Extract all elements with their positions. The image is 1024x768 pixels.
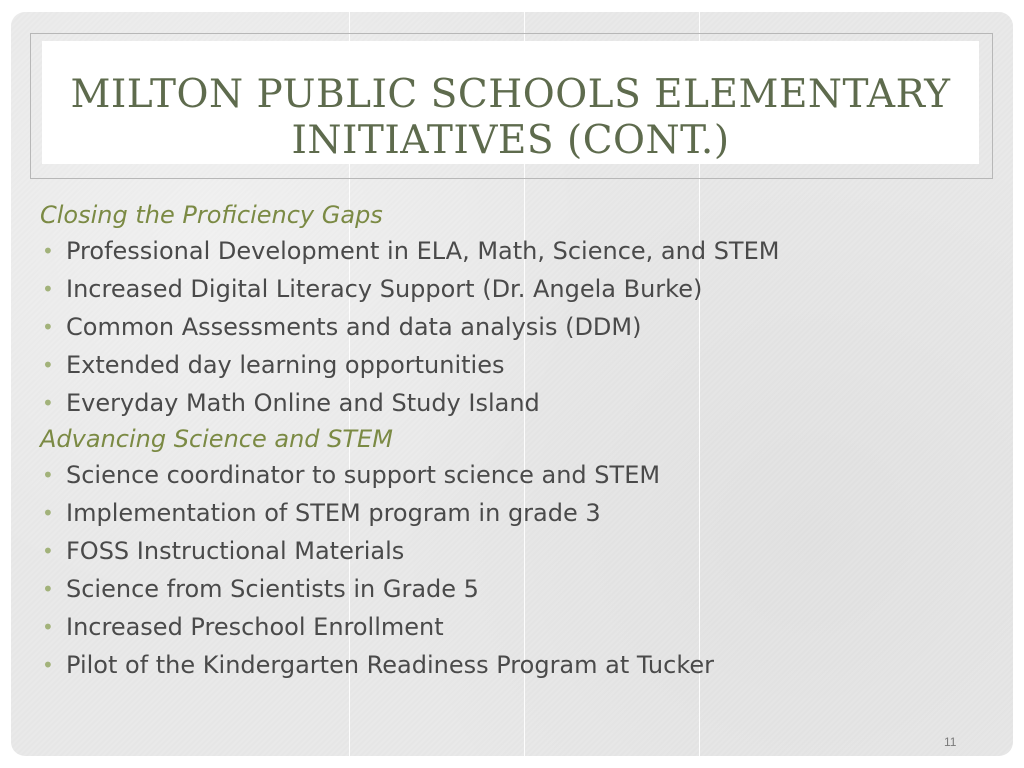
list-item [40,646,920,684]
bullet-dot-icon: • [42,391,54,415]
list-item [40,346,920,384]
list-item [40,456,920,494]
bullet-dot-icon: • [42,653,54,677]
list-item-text: Professional Development in ELA, Math, Science, and STEM [66,237,780,265]
list-item-text: Increased Preschool Enrollment [66,613,444,641]
page-number: 11 [944,735,957,749]
bullet-dot-icon: • [42,277,54,301]
bullet-dot-icon: • [42,463,54,487]
list-item [40,570,920,608]
list-item [40,270,920,308]
slide-title: MILTON PUBLIC SCHOOLS ELEMENTARY INITIATIVES (CONT.) [70,72,951,163]
bullet-dot-icon: • [42,353,54,377]
list-item [40,232,920,270]
list-item-text: Extended day learning opportunities [66,351,505,379]
slide-content [40,198,920,684]
bullet-dot-icon: • [42,577,54,601]
bullet-dot-icon: • [42,615,54,639]
list-item-text: FOSS Instructional Materials [66,537,405,565]
list-item [40,608,920,646]
list-item [40,532,920,570]
list-item [40,308,920,346]
list-item-text: Science coordinator to support science and STEM [66,461,661,489]
bullet-dot-icon: • [42,239,54,263]
list-item-text: Common Assessments and data analysis (DDM) [66,313,642,341]
bullet-dot-icon: • [42,539,54,563]
list-item [40,494,920,532]
list-item-text: Science from Scientists in Grade 5 [66,575,479,603]
list-item-text: Everyday Math Online and Study Island [66,389,540,417]
bullet-dot-icon: • [42,315,54,339]
section-heading: Advancing Science and STEM [40,425,393,453]
bullet-dot-icon: • [42,501,54,525]
bullet-list [40,232,920,422]
slide [11,12,1013,756]
list-item-text: Implementation of STEM program in grade 3 [66,499,601,527]
list-item-text: Pilot of the Kindergarten Readiness Program at Tucker [66,651,714,679]
section-heading: Closing the Proficiency Gaps [40,201,383,229]
bullet-list [40,456,920,684]
list-item-text: Increased Digital Literacy Support (Dr. Angela Burke) [66,275,703,303]
list-item [40,384,920,422]
